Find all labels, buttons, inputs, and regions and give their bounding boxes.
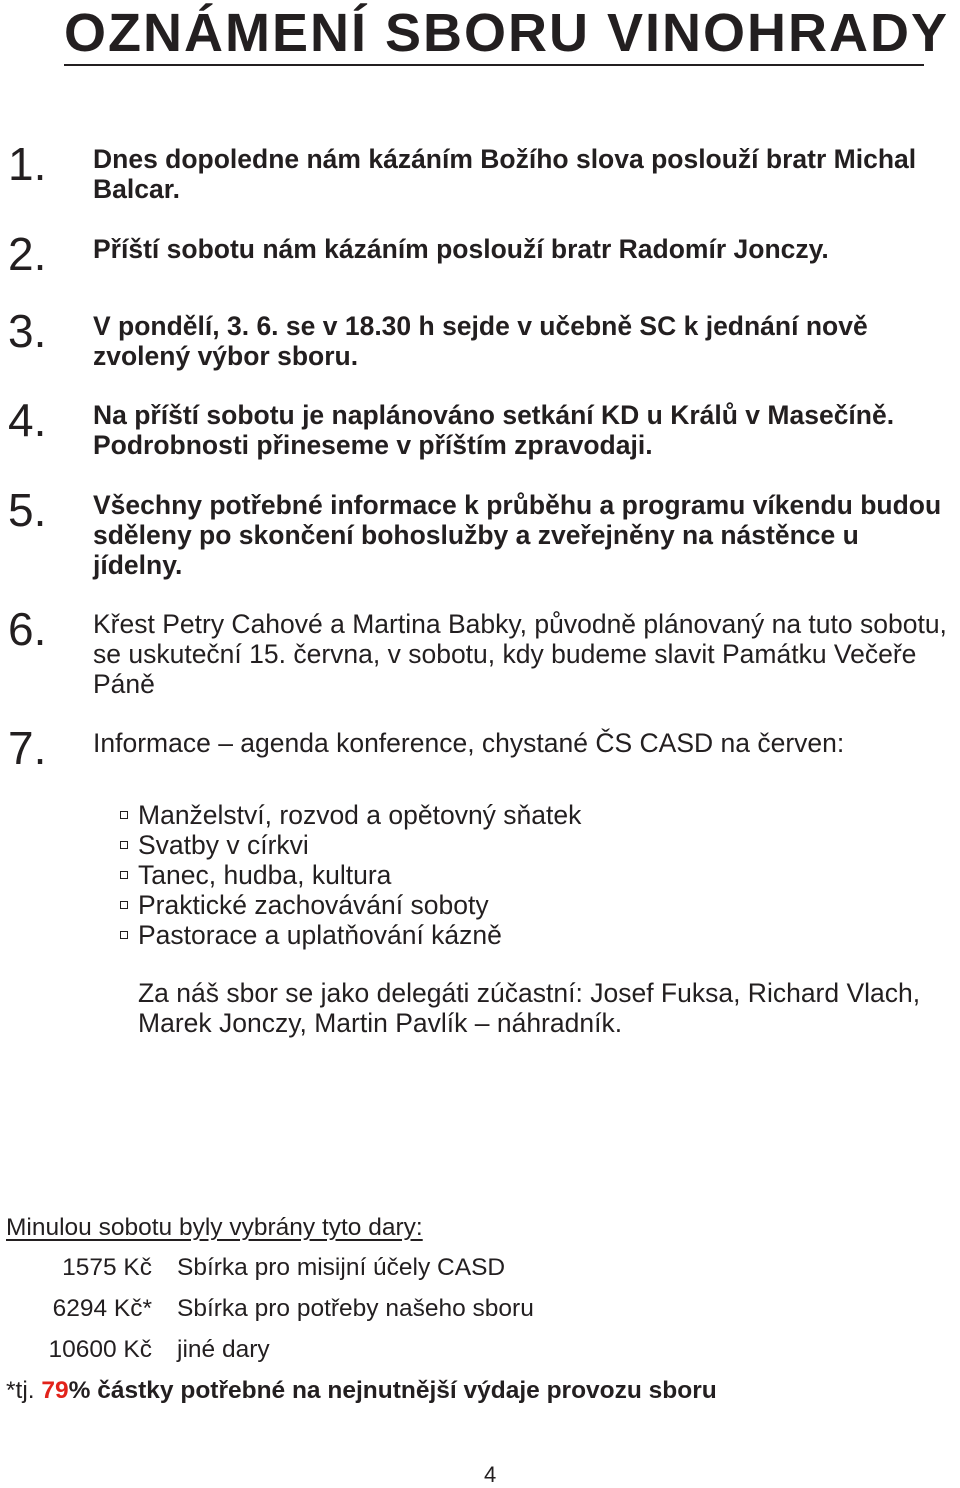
page-number: 4 bbox=[484, 1462, 497, 1487]
list-item: Praktické zachovávání soboty bbox=[120, 890, 581, 920]
gift-amount: 6294 Kč* bbox=[52, 1295, 152, 1322]
list-item: Tanec, hudba, kultura bbox=[120, 860, 581, 890]
item-text: Křest Petry Cahové a Martina Babky, původně plánovaný na tuto sobotu, se uskuteční 15. června, v sobotu, kdy budeme slavit Památku Večeře Páně bbox=[93, 609, 947, 699]
item-text: Dnes dopoledne nám kázáním Božího slova poslouží bratr Michal Balcar. bbox=[93, 144, 917, 204]
delegates-text: Za náš sbor se jako delegáti zúčastní: Josef Fuksa, Richard Vlach, Marek Jonczy, Martin Pavlík – náhradník. bbox=[138, 978, 921, 1038]
list-item: Svatby v církvi bbox=[120, 830, 581, 860]
list-item: Pastorace a uplatňování kázně bbox=[120, 920, 581, 950]
square-bullet-icon bbox=[120, 931, 128, 939]
gift-label: Sbírka pro misijní účely CASD bbox=[177, 1254, 506, 1281]
item-number: 1. bbox=[8, 138, 47, 190]
item-text: Všechny potřebné informace k průběhu a programu víkendu budou sděleny po skončení bohoslužby a zveřejněny na nástěnce u jídelny. bbox=[93, 490, 942, 580]
page-title: OZNÁMENÍ SBORU VINOHRADY bbox=[64, 3, 950, 63]
square-bullet-icon bbox=[120, 841, 128, 849]
gifts-heading: Minulou sobotu byly vybrány tyto dary: bbox=[6, 1214, 423, 1241]
title-underline bbox=[64, 64, 924, 66]
square-bullet-icon bbox=[120, 901, 128, 909]
item-text: V pondělí, 3. 6. se v 18.30 h sejde v učebně SC k jednání nově zvolený výbor sboru. bbox=[93, 311, 868, 371]
square-bullet-icon bbox=[120, 871, 128, 879]
gift-label: jiné dary bbox=[177, 1336, 270, 1363]
item-number: 3. bbox=[8, 305, 47, 357]
item-number: 7. bbox=[8, 722, 47, 774]
gifts-note: *tj. 79% částky potřebné na nejnutnější výdaje provozu sboru bbox=[6, 1377, 717, 1404]
gift-amount: 1575 Kč bbox=[62, 1254, 152, 1281]
gift-amount: 10600 Kč bbox=[48, 1336, 152, 1363]
list-item: Manželství, rozvod a opětovný sňatek bbox=[120, 800, 581, 830]
item-number: 6. bbox=[8, 603, 47, 655]
item-text: Příští sobotu nám kázáním poslouží bratr Radomír Jonczy. bbox=[93, 234, 829, 264]
square-bullet-icon bbox=[120, 811, 128, 819]
item-text: Na příští sobotu je naplánováno setkání KD u Králů v Masečíně. Podrobnosti přineseme v příštím zpravodaji. bbox=[93, 400, 895, 460]
agenda-list bbox=[120, 800, 581, 950]
percent-value: 79 bbox=[41, 1377, 69, 1404]
item-number: 4. bbox=[8, 394, 47, 446]
item-number: 2. bbox=[8, 228, 47, 280]
gift-label: Sbírka pro potřeby našeho sboru bbox=[177, 1295, 534, 1322]
item-text: Informace – agenda konference, chystané ČS CASD na červen: bbox=[93, 728, 845, 758]
item-number: 5. bbox=[8, 484, 47, 536]
